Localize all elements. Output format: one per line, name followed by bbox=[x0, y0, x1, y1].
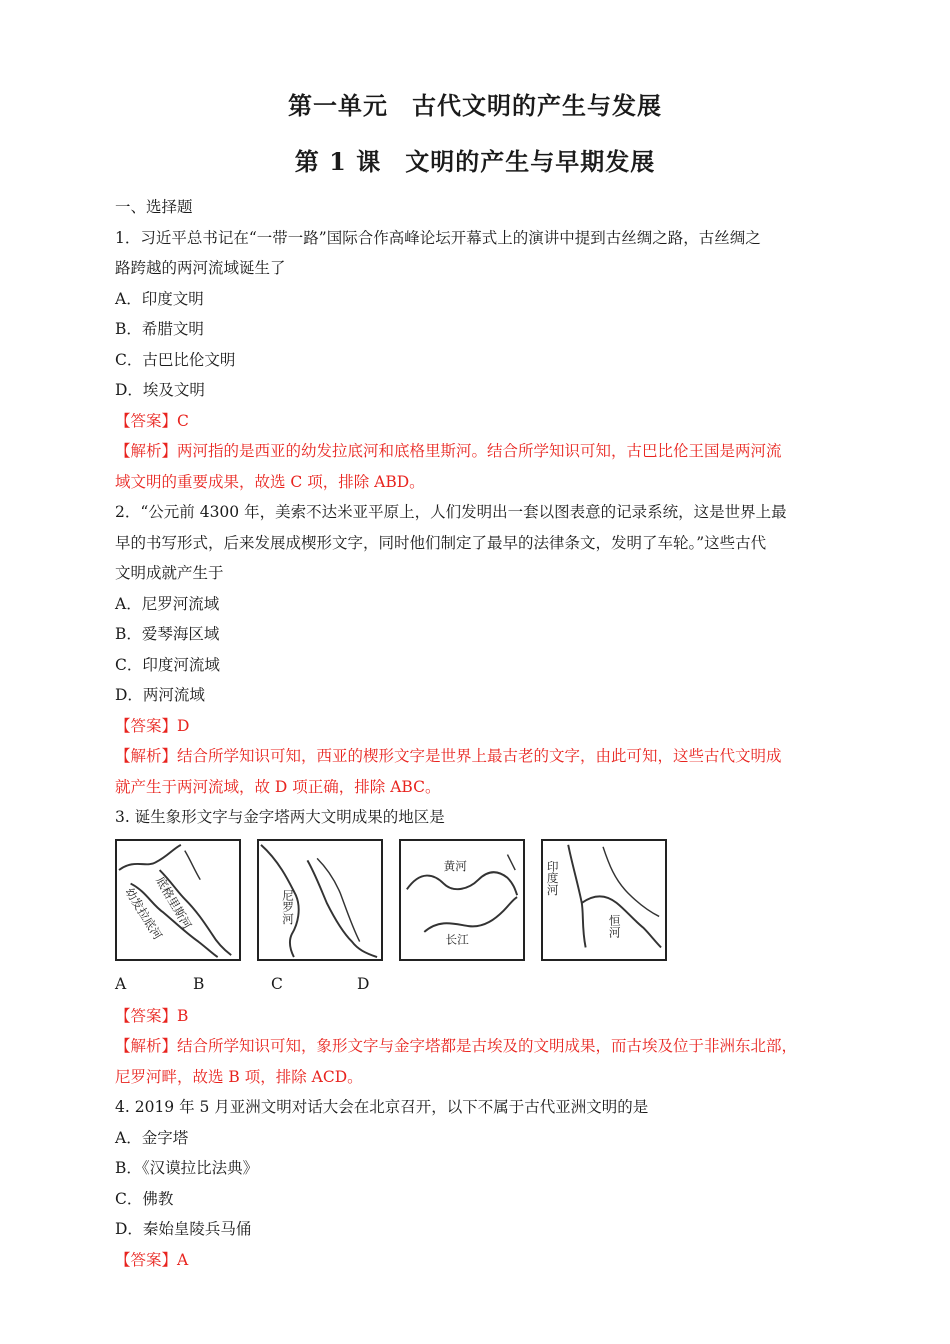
question-4 bbox=[115, 1092, 845, 1275]
map-c-label-yangtze: 长江 bbox=[445, 932, 469, 947]
analysis-text: 结合所学知识可知，西亚的楔形文字是世界上最古老的文字，由此可知，这些古代文明成 bbox=[177, 747, 782, 765]
letter-c: C bbox=[271, 974, 283, 993]
question-stem-line: 早的书写形式，后来发展成楔形文字，同时他们制定了最早的法律条文，发明了车轮。”这些古代 bbox=[115, 533, 767, 552]
map-c bbox=[399, 839, 525, 961]
question-stem-line: 文明成就产生于 bbox=[115, 564, 224, 582]
unit-number: 第一单元 bbox=[288, 91, 388, 120]
question-3 bbox=[115, 802, 845, 1092]
question-2 bbox=[115, 497, 845, 802]
question-stem-line: 路跨越的两河流域诞生了 bbox=[115, 259, 286, 277]
answer-tag: 【答案】 bbox=[115, 1006, 178, 1025]
answer-tag: 【答案】 bbox=[115, 716, 178, 735]
map-a-drawing bbox=[117, 841, 239, 959]
answer bbox=[115, 1001, 845, 1032]
letter-a: A bbox=[115, 974, 127, 993]
answer bbox=[115, 1245, 845, 1276]
river-maps bbox=[115, 839, 845, 963]
question-1 bbox=[115, 223, 845, 498]
answer-value: C bbox=[177, 411, 189, 430]
option-d: D．两河流域 bbox=[115, 686, 205, 704]
option-b: B．希腊文明 bbox=[115, 320, 204, 338]
letter-d: D bbox=[357, 974, 370, 993]
lesson-name: 文明的产生与早期发展 bbox=[405, 147, 656, 176]
map-option-letters bbox=[115, 967, 845, 1001]
analysis-line: 尼罗河畔，故选 B 项，排除 ACD。 bbox=[115, 1067, 363, 1086]
analysis-tag: 【解析】 bbox=[115, 442, 178, 460]
map-b-drawing bbox=[259, 841, 381, 959]
answer-tag: 【答案】 bbox=[115, 1250, 178, 1269]
map-c-label-yellow-river: 黄河 bbox=[443, 858, 467, 873]
analysis-line: 域文明的重要成果，故选 C 项，排除 ABD。 bbox=[115, 472, 425, 491]
question-stem-line: 2．“公元前 4300 年，美索不达米亚平原上，人们发明出一套以图表意的记录系统，这是世界上最 bbox=[115, 503, 787, 521]
letter-b: B bbox=[193, 974, 205, 993]
option-b: B．《汉谟拉比法典》 bbox=[115, 1159, 259, 1177]
answer-value: D bbox=[177, 716, 190, 735]
option-b: B．爱琴海区域 bbox=[115, 625, 220, 643]
analysis-text: 两河指的是西亚的幼发拉底河和底格里斯河。结合所学知识可知，古巴比伦王国是两河流 bbox=[177, 442, 782, 460]
map-a-label-euphrates: 幼发拉底河 bbox=[122, 884, 165, 942]
answer bbox=[115, 711, 845, 742]
analysis-line bbox=[115, 1031, 845, 1062]
analysis-line bbox=[115, 436, 845, 467]
option-a: A．印度文明 bbox=[115, 289, 204, 308]
map-b-label-nile: 尼罗河 bbox=[281, 888, 296, 924]
analysis-tag: 【解析】 bbox=[115, 747, 178, 765]
option-d: D．埃及文明 bbox=[115, 381, 205, 399]
analysis-tag: 【解析】 bbox=[115, 1037, 178, 1055]
map-d-drawing bbox=[543, 841, 665, 959]
unit-title bbox=[0, 86, 950, 121]
question-stem-line: 4. 2019 年 5 月亚洲文明对话大会在北京召开，以下不属于古代亚洲文明的是 bbox=[115, 1098, 649, 1116]
answer-value: A bbox=[177, 1250, 189, 1269]
map-b bbox=[257, 839, 383, 961]
map-d-label-indus: 印度河 bbox=[545, 859, 560, 895]
option-a: A．尼罗河流域 bbox=[115, 594, 220, 613]
analysis-line: 就产生于两河流域，故 D 项正确，排除 ABC。 bbox=[115, 777, 441, 796]
answer-value: B bbox=[177, 1006, 189, 1025]
section-heading: 一、选择题 bbox=[115, 198, 193, 216]
option-a: A．金字塔 bbox=[115, 1128, 189, 1147]
analysis-text: 结合所学知识可知，象形文字与金字塔都是古埃及的文明成果，而古埃及位于非洲东北部， bbox=[177, 1037, 798, 1055]
map-a-label-tigris: 底格里斯河 bbox=[153, 873, 195, 931]
question-stem-line: 3. 诞生象形文字与金字塔两大文明成果的地区是 bbox=[115, 808, 445, 826]
question-stem-line: 1．习近平总书记在“一带一路”国际合作高峰论坛开幕式上的演讲中提到古丝绸之路，古丝绸之 bbox=[115, 228, 761, 247]
option-d: D．秦始皇陵兵马俑 bbox=[115, 1220, 252, 1238]
answer-tag: 【答案】 bbox=[115, 411, 178, 430]
map-c-drawing bbox=[401, 841, 523, 959]
question-list bbox=[115, 192, 845, 1275]
lesson-number: 第 1 课 bbox=[294, 147, 382, 176]
option-c: C．古巴比伦文明 bbox=[115, 350, 236, 369]
analysis-line bbox=[115, 741, 845, 772]
answer bbox=[115, 406, 845, 437]
unit-subtitle: 古代文明的产生与发展 bbox=[412, 91, 662, 120]
option-c: C．印度河流域 bbox=[115, 655, 220, 674]
map-a bbox=[115, 839, 241, 961]
lesson-title bbox=[0, 142, 950, 177]
map-d-label-ganges: 恒河 bbox=[607, 914, 622, 938]
option-c: C．佛教 bbox=[115, 1189, 174, 1208]
map-d bbox=[541, 839, 667, 961]
